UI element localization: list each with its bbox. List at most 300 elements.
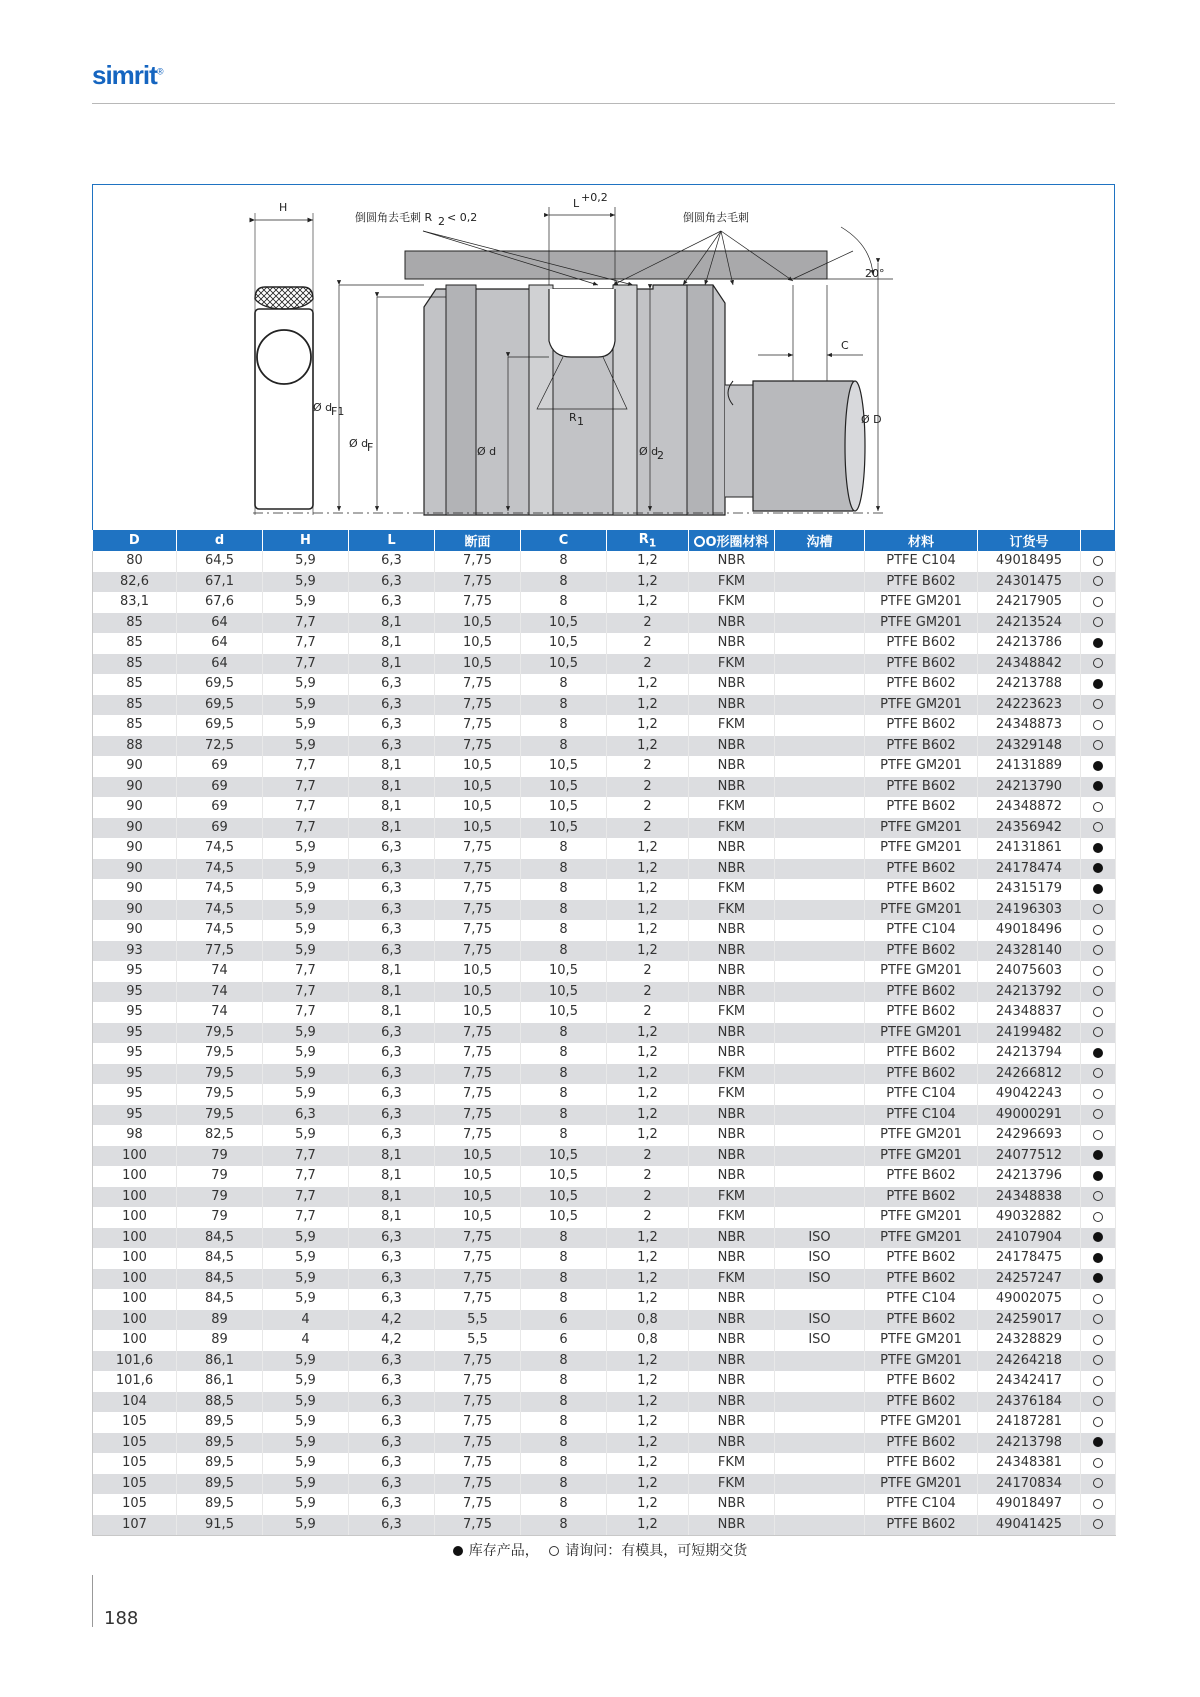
table-row	[93, 1125, 1116, 1146]
cell-d: 64,5	[177, 551, 263, 572]
cell-R1: 1,2	[607, 1412, 689, 1433]
cell-L: 8,1	[349, 1166, 435, 1187]
cell-order-number: 49042243	[978, 1084, 1081, 1105]
cell-oring-material: NBR	[689, 859, 775, 880]
cell-oring-material: NBR	[689, 633, 775, 654]
cell-material: PTFE B602	[865, 1515, 978, 1536]
cell-C: 10,5	[521, 1187, 607, 1208]
cell-H: 5,9	[263, 1228, 349, 1249]
cell-section: 7,75	[435, 1474, 521, 1495]
cell-availability	[1081, 1125, 1116, 1146]
stock-open-icon	[1093, 1314, 1103, 1324]
cell-order-number: 24213796	[978, 1166, 1081, 1187]
cell-R1: 1,2	[607, 879, 689, 900]
cell-availability	[1081, 920, 1116, 941]
cell-groove	[775, 551, 865, 572]
stock-filled-icon	[1093, 781, 1103, 791]
cell-d: 64	[177, 613, 263, 634]
cell-R1: 1,2	[607, 1392, 689, 1413]
cell-order-number: 24131889	[978, 756, 1081, 777]
cell-d: 67,6	[177, 592, 263, 613]
label-angle: 20°	[865, 267, 885, 280]
cell-section: 7,75	[435, 592, 521, 613]
cell-order-number: 24348381	[978, 1453, 1081, 1474]
table-row	[93, 1064, 1116, 1085]
cell-H: 7,7	[263, 777, 349, 798]
cell-C: 8	[521, 1084, 607, 1105]
cell-D: 90	[93, 777, 177, 798]
cell-groove: ISO	[775, 1248, 865, 1269]
cell-d: 79,5	[177, 1084, 263, 1105]
cell-material: PTFE GM201	[865, 818, 978, 839]
cell-H: 5,9	[263, 1351, 349, 1372]
cell-oring-material: FKM	[689, 654, 775, 675]
cell-d: 64	[177, 654, 263, 675]
page-number-divider	[92, 1575, 93, 1627]
col-header-oring-text: O形圈材料	[705, 535, 769, 550]
label-D: Ø D	[861, 413, 882, 426]
cell-R1: 1,2	[607, 1043, 689, 1064]
cell-order-number: 24107904	[978, 1228, 1081, 1249]
cell-groove	[775, 572, 865, 593]
stock-filled-icon	[1093, 761, 1103, 771]
cell-C: 10,5	[521, 633, 607, 654]
cell-R1: 2	[607, 818, 689, 839]
table-row	[93, 1187, 1116, 1208]
cell-section: 10,5	[435, 633, 521, 654]
cell-D: 105	[93, 1453, 177, 1474]
brand-logo-text: simrit	[92, 60, 157, 90]
cell-groove	[775, 1351, 865, 1372]
cell-material: PTFE B602	[865, 633, 978, 654]
cell-oring-material: NBR	[689, 736, 775, 757]
cell-D: 90	[93, 900, 177, 921]
cell-section: 7,75	[435, 838, 521, 859]
label-R1: R	[569, 411, 577, 424]
table-row	[93, 1023, 1116, 1044]
cell-oring-material: FKM	[689, 1269, 775, 1290]
cell-availability	[1081, 1002, 1116, 1023]
cell-section: 7,75	[435, 1105, 521, 1126]
cell-material: PTFE B602	[865, 1453, 978, 1474]
stock-open-icon	[1093, 1191, 1103, 1201]
cell-order-number: 24178475	[978, 1248, 1081, 1269]
cell-R1: 1,2	[607, 900, 689, 921]
cell-C: 8	[521, 859, 607, 880]
stock-open-icon	[1093, 904, 1103, 914]
cell-L: 8,1	[349, 613, 435, 634]
cell-groove	[775, 1371, 865, 1392]
cell-order-number: 49018495	[978, 551, 1081, 572]
cell-H: 7,7	[263, 1002, 349, 1023]
cell-section: 7,75	[435, 1392, 521, 1413]
cell-availability	[1081, 879, 1116, 900]
cell-D: 85	[93, 674, 177, 695]
table-row	[93, 1146, 1116, 1167]
cell-availability	[1081, 572, 1116, 593]
cell-availability	[1081, 592, 1116, 613]
cell-L: 6,3	[349, 1228, 435, 1249]
cell-groove	[775, 633, 865, 654]
cell-d: 69,5	[177, 695, 263, 716]
cell-oring-material: NBR	[689, 1043, 775, 1064]
cell-order-number: 49000291	[978, 1105, 1081, 1126]
cell-d: 74	[177, 982, 263, 1003]
cell-availability	[1081, 633, 1116, 654]
cell-d: 79,5	[177, 1043, 263, 1064]
cell-oring-material: FKM	[689, 797, 775, 818]
label-d2: Ø d	[639, 445, 659, 458]
table-row	[93, 1351, 1116, 1372]
cell-section: 10,5	[435, 613, 521, 634]
cell-groove	[775, 592, 865, 613]
cell-availability	[1081, 961, 1116, 982]
cell-D: 100	[93, 1330, 177, 1351]
cell-section: 10,5	[435, 1187, 521, 1208]
cell-d: 74	[177, 1002, 263, 1023]
cell-C: 8	[521, 1351, 607, 1372]
cell-oring-material: FKM	[689, 1084, 775, 1105]
cell-H: 5,9	[263, 838, 349, 859]
cell-D: 100	[93, 1289, 177, 1310]
cell-material: PTFE GM201	[865, 1228, 978, 1249]
cell-d: 79,5	[177, 1064, 263, 1085]
cell-R1: 1,2	[607, 920, 689, 941]
cell-H: 5,9	[263, 1248, 349, 1269]
cell-availability	[1081, 1228, 1116, 1249]
cell-C: 10,5	[521, 1207, 607, 1228]
cell-order-number: 24213794	[978, 1043, 1081, 1064]
table-row	[93, 1453, 1116, 1474]
cell-section: 10,5	[435, 982, 521, 1003]
cell-availability	[1081, 1105, 1116, 1126]
cell-R1: 1,2	[607, 1453, 689, 1474]
cell-R1: 1,2	[607, 715, 689, 736]
cell-order-number: 24342417	[978, 1371, 1081, 1392]
cell-H: 7,7	[263, 982, 349, 1003]
cell-d: 74,5	[177, 879, 263, 900]
table-row	[93, 1248, 1116, 1269]
cell-d: 91,5	[177, 1515, 263, 1536]
cell-oring-material: NBR	[689, 1433, 775, 1454]
cell-d: 88,5	[177, 1392, 263, 1413]
cell-d: 79	[177, 1146, 263, 1167]
cell-section: 7,75	[435, 1064, 521, 1085]
cell-order-number: 24348838	[978, 1187, 1081, 1208]
cell-section: 7,75	[435, 859, 521, 880]
cell-C: 8	[521, 879, 607, 900]
cell-availability	[1081, 859, 1116, 880]
cell-groove	[775, 818, 865, 839]
cell-groove: ISO	[775, 1228, 865, 1249]
cell-L: 6,3	[349, 674, 435, 695]
label-L: L	[573, 197, 580, 210]
cell-order-number: 24131861	[978, 838, 1081, 859]
cell-H: 5,9	[263, 1371, 349, 1392]
cell-R1: 0,8	[607, 1310, 689, 1331]
cell-order-number: 49018496	[978, 920, 1081, 941]
cell-availability	[1081, 1166, 1116, 1187]
cell-section: 7,75	[435, 551, 521, 572]
cell-D: 107	[93, 1515, 177, 1536]
cell-material: PTFE B602	[865, 736, 978, 757]
cell-H: 5,9	[263, 736, 349, 757]
cell-L: 8,1	[349, 1187, 435, 1208]
cell-material: PTFE B602	[865, 1269, 978, 1290]
cell-L: 6,3	[349, 1023, 435, 1044]
cell-C: 8	[521, 838, 607, 859]
table-row	[93, 1269, 1116, 1290]
cell-d: 77,5	[177, 941, 263, 962]
cell-oring-material: FKM	[689, 900, 775, 921]
table-row	[93, 1412, 1116, 1433]
cell-R1: 1,2	[607, 1023, 689, 1044]
table-row	[93, 941, 1116, 962]
cell-C: 8	[521, 1248, 607, 1269]
cell-groove	[775, 838, 865, 859]
table-row	[93, 1433, 1116, 1454]
cell-availability	[1081, 1351, 1116, 1372]
stock-open-icon	[1093, 1007, 1103, 1017]
cell-material: PTFE GM201	[865, 1146, 978, 1167]
table-row	[93, 797, 1116, 818]
cell-material: PTFE B602	[865, 1064, 978, 1085]
cell-oring-material: NBR	[689, 1310, 775, 1331]
cell-d: 64	[177, 633, 263, 654]
cell-d: 72,5	[177, 736, 263, 757]
cell-H: 5,9	[263, 1269, 349, 1290]
cell-availability	[1081, 1330, 1116, 1351]
cell-H: 4	[263, 1330, 349, 1351]
cell-H: 5,9	[263, 920, 349, 941]
col-header-section: 断面	[435, 530, 521, 551]
stock-open-icon	[1093, 1335, 1103, 1345]
cell-C: 8	[521, 572, 607, 593]
stock-open-icon	[1093, 1519, 1103, 1529]
cell-d: 74	[177, 961, 263, 982]
cell-section: 10,5	[435, 797, 521, 818]
cell-L: 6,3	[349, 1269, 435, 1290]
cell-H: 7,7	[263, 1207, 349, 1228]
seal-cross-section	[255, 213, 313, 515]
cell-R1: 1,2	[607, 1269, 689, 1290]
cell-D: 104	[93, 1392, 177, 1413]
cell-H: 7,7	[263, 756, 349, 777]
cell-order-number: 24178474	[978, 859, 1081, 880]
label-d2-subscript: 2	[657, 449, 664, 462]
cell-section: 7,75	[435, 1515, 521, 1536]
cell-material: PTFE B602	[865, 1310, 978, 1331]
cell-D: 105	[93, 1474, 177, 1495]
cell-C: 8	[521, 1064, 607, 1085]
cell-availability	[1081, 695, 1116, 716]
cell-material: PTFE C104	[865, 1289, 978, 1310]
label-d: Ø d	[477, 445, 497, 458]
cell-D: 100	[93, 1187, 177, 1208]
cell-material: PTFE B602	[865, 715, 978, 736]
cell-D: 80	[93, 551, 177, 572]
cell-material: PTFE C104	[865, 1105, 978, 1126]
cell-availability	[1081, 1187, 1116, 1208]
cell-D: 100	[93, 1269, 177, 1290]
cell-C: 8	[521, 551, 607, 572]
cell-L: 6,3	[349, 1351, 435, 1372]
label-R1-subscript: 1	[577, 415, 584, 428]
cell-order-number: 24213790	[978, 777, 1081, 798]
cell-R1: 2	[607, 1207, 689, 1228]
cell-D: 85	[93, 695, 177, 716]
cell-C: 8	[521, 1043, 607, 1064]
cell-D: 90	[93, 879, 177, 900]
cell-d: 69	[177, 756, 263, 777]
cell-section: 10,5	[435, 1002, 521, 1023]
stock-open-icon	[1093, 925, 1103, 935]
cell-groove	[775, 1515, 865, 1536]
stock-filled-icon	[1093, 1232, 1103, 1242]
cell-H: 5,9	[263, 674, 349, 695]
cell-d: 79	[177, 1207, 263, 1228]
cell-C: 8	[521, 736, 607, 757]
cell-L: 8,1	[349, 1207, 435, 1228]
cell-D: 90	[93, 838, 177, 859]
stock-filled-icon	[1093, 1437, 1103, 1447]
cell-D: 95	[93, 961, 177, 982]
cell-material: PTFE B602	[865, 982, 978, 1003]
cell-H: 5,9	[263, 592, 349, 613]
cell-order-number: 24328140	[978, 941, 1081, 962]
cell-groove	[775, 777, 865, 798]
cell-L: 6,3	[349, 1371, 435, 1392]
cell-L: 6,3	[349, 1392, 435, 1413]
cell-D: 90	[93, 920, 177, 941]
cell-groove	[775, 1392, 865, 1413]
cell-availability	[1081, 1023, 1116, 1044]
cell-d: 84,5	[177, 1248, 263, 1269]
cell-section: 7,75	[435, 879, 521, 900]
col-header-D: D	[93, 530, 177, 551]
cell-availability	[1081, 1433, 1116, 1454]
stock-filled-icon	[1093, 1171, 1103, 1181]
cell-d: 89,5	[177, 1453, 263, 1474]
cell-R1: 0,8	[607, 1330, 689, 1351]
cell-groove: ISO	[775, 1310, 865, 1331]
label-r2-subscript: 2	[438, 215, 445, 228]
cell-R1: 1,2	[607, 941, 689, 962]
cell-H: 5,9	[263, 1515, 349, 1536]
availability-legend	[0, 1540, 1200, 1560]
cell-groove	[775, 1412, 865, 1433]
cell-oring-material: NBR	[689, 674, 775, 695]
cell-oring-material: FKM	[689, 1207, 775, 1228]
cell-oring-material: NBR	[689, 1228, 775, 1249]
cell-order-number: 24356942	[978, 818, 1081, 839]
cell-C: 8	[521, 1289, 607, 1310]
cell-L: 8,1	[349, 982, 435, 1003]
cell-L: 8,1	[349, 777, 435, 798]
cell-material: PTFE GM201	[865, 838, 978, 859]
cell-material: PTFE B602	[865, 654, 978, 675]
cell-availability	[1081, 797, 1116, 818]
cell-order-number: 49032882	[978, 1207, 1081, 1228]
cell-section: 10,5	[435, 1146, 521, 1167]
cell-groove	[775, 961, 865, 982]
cell-material: PTFE C104	[865, 1494, 978, 1515]
stock-open-icon	[1093, 576, 1103, 586]
cell-H: 5,9	[263, 1064, 349, 1085]
label-dF1: Ø d	[313, 401, 333, 414]
cell-section: 10,5	[435, 777, 521, 798]
stock-filled-icon	[1093, 1253, 1103, 1263]
cell-availability	[1081, 1146, 1116, 1167]
cell-section: 7,75	[435, 1125, 521, 1146]
cell-material: PTFE B602	[865, 1248, 978, 1269]
cell-L: 6,3	[349, 572, 435, 593]
table-row	[93, 1515, 1116, 1536]
cell-oring-material: NBR	[689, 1371, 775, 1392]
cell-R1: 1,2	[607, 674, 689, 695]
cell-material: PTFE GM201	[865, 1125, 978, 1146]
cell-d: 79,5	[177, 1023, 263, 1044]
cell-H: 5,9	[263, 1125, 349, 1146]
cell-oring-material: FKM	[689, 1453, 775, 1474]
table-row	[93, 1228, 1116, 1249]
cell-section: 7,75	[435, 1371, 521, 1392]
cell-D: 98	[93, 1125, 177, 1146]
cell-d: 74,5	[177, 920, 263, 941]
col-header-material: 材料	[865, 530, 978, 551]
stock-filled-icon	[1093, 843, 1103, 853]
cell-D: 105	[93, 1433, 177, 1454]
cell-H: 5,9	[263, 941, 349, 962]
stock-open-icon	[1093, 1417, 1103, 1427]
product-table	[92, 530, 1116, 1536]
cell-groove	[775, 941, 865, 962]
page-number: 188	[104, 1608, 139, 1629]
cell-L: 6,3	[349, 695, 435, 716]
cell-oring-material: NBR	[689, 1166, 775, 1187]
stock-open-icon	[1093, 1294, 1103, 1304]
cell-availability	[1081, 818, 1116, 839]
cell-section: 7,75	[435, 920, 521, 941]
stock-filled-icon	[1093, 1273, 1103, 1283]
cell-L: 6,3	[349, 1453, 435, 1474]
stock-open-icon	[1093, 1355, 1103, 1365]
stock-open-icon	[1093, 986, 1103, 996]
cell-L: 8,1	[349, 654, 435, 675]
cell-C: 8	[521, 1105, 607, 1126]
cell-d: 86,1	[177, 1351, 263, 1372]
cell-oring-material: NBR	[689, 941, 775, 962]
cell-material: PTFE B602	[865, 941, 978, 962]
stock-open-icon	[1093, 1396, 1103, 1406]
cell-d: 67,1	[177, 572, 263, 593]
stock-open-icon	[1093, 966, 1103, 976]
cell-L: 6,3	[349, 1043, 435, 1064]
table-row	[93, 1494, 1116, 1515]
table-row	[93, 1207, 1116, 1228]
cell-D: 100	[93, 1310, 177, 1331]
cell-availability	[1081, 1392, 1116, 1413]
stock-open-icon	[1093, 1478, 1103, 1488]
cell-section: 7,75	[435, 715, 521, 736]
cell-material: PTFE GM201	[865, 1023, 978, 1044]
col-header-R1	[607, 530, 689, 551]
cell-C: 10,5	[521, 818, 607, 839]
col-header-availability	[1081, 530, 1116, 551]
cell-section: 10,5	[435, 961, 521, 982]
stock-open-icon	[1093, 1130, 1103, 1140]
cell-C: 8	[521, 920, 607, 941]
